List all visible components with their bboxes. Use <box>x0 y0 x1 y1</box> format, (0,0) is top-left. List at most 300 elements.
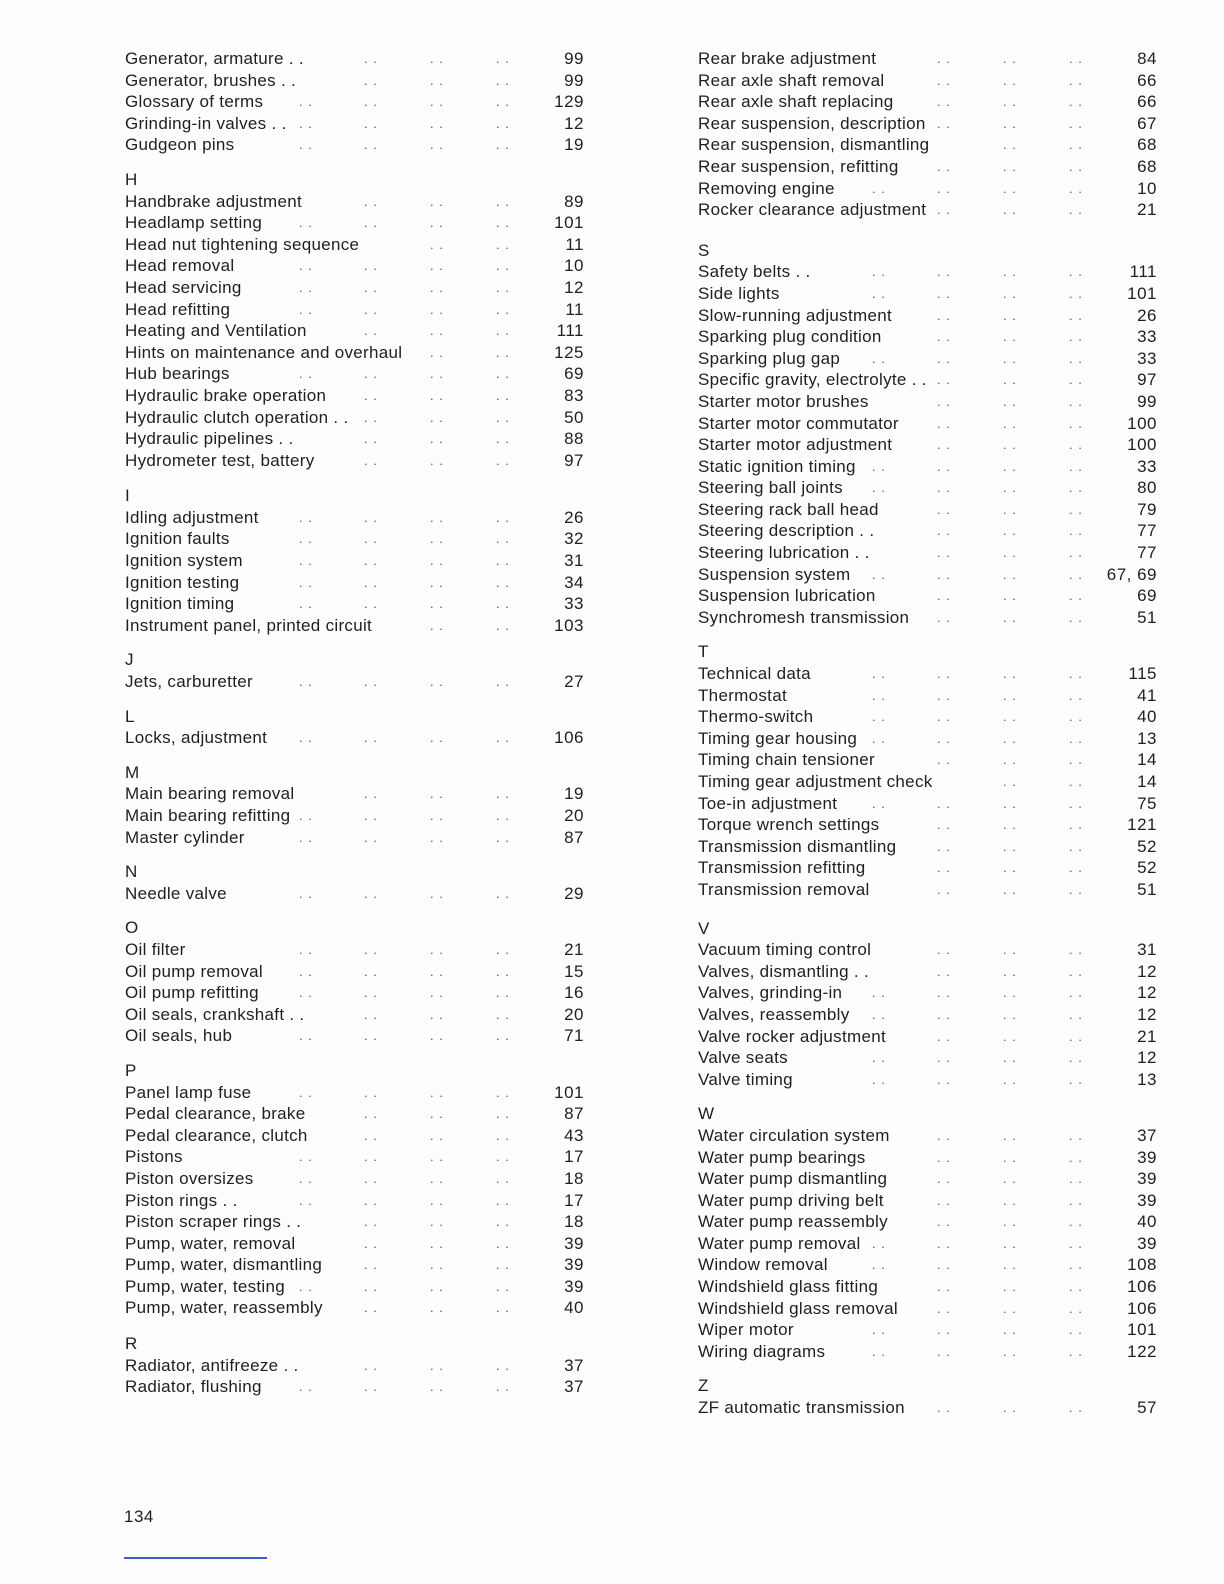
index-term: Static ignition timing <box>698 456 856 476</box>
dot-leader: . . . . . . <box>937 501 1083 517</box>
index-term: Pump, water, testing <box>125 1276 286 1296</box>
dot-leader: . . . . . . <box>937 329 1083 345</box>
index-entry <box>697 199 1157 221</box>
index-term: Rear axle shaft removal <box>698 70 885 90</box>
index-page-ref: 66 <box>1137 92 1157 112</box>
section-letter: P <box>125 1060 137 1080</box>
index-section <box>124 48 584 156</box>
index-term: Ignition system <box>125 551 243 571</box>
index-entry <box>697 1168 1157 1190</box>
dot-leader: . . . . . . . . <box>299 94 510 110</box>
index-page-ref: 99 <box>564 70 584 90</box>
index-page-ref: 39 <box>1137 1233 1157 1253</box>
index-term: Master cylinder <box>125 827 245 847</box>
index-entry <box>124 1233 584 1255</box>
dot-leader: . . . . . . . . <box>299 574 510 590</box>
index-entry <box>124 363 584 385</box>
dot-leader: . . . . . . <box>937 523 1083 539</box>
index-entry <box>697 814 1157 836</box>
index-term: Hydraulic pipelines . . <box>125 429 294 449</box>
index-term: Transmission dismantling <box>698 836 897 856</box>
index-page-ref: 26 <box>564 507 584 527</box>
dot-leader: . . . . . . . . <box>872 566 1083 582</box>
dot-leader: . . . . . . <box>937 963 1083 979</box>
index-section <box>124 1333 584 1398</box>
index-entry <box>697 1211 1157 1233</box>
index-page-ref: 37 <box>1137 1125 1157 1145</box>
index-section <box>697 1103 1157 1362</box>
index-section <box>124 762 584 848</box>
index-entry <box>697 1069 1157 1091</box>
dot-leader: . . . . . . . . <box>872 285 1083 301</box>
index-term: Main bearing removal <box>125 784 295 804</box>
index-term: Steering rack ball head <box>698 499 879 519</box>
index-term: Valve seats <box>698 1048 788 1068</box>
index-page-ref: 57 <box>1137 1398 1157 1418</box>
index-term: Vacuum timing control <box>698 940 872 960</box>
index-page-ref: 111 <box>556 321 584 341</box>
dot-leader: . . . . <box>430 617 510 633</box>
index-term: Oil pump removal <box>125 961 264 981</box>
index-term: Suspension lubrication <box>698 586 876 606</box>
dot-leader: . . . . <box>430 344 510 360</box>
index-term: Thermo-switch <box>698 707 814 727</box>
dot-leader: . . . . . . . . <box>299 885 510 901</box>
dot-leader: . . . . . . . . <box>872 350 1083 366</box>
index-entry <box>124 234 584 256</box>
index-section <box>124 1060 584 1319</box>
dot-leader: . . . . . . <box>937 1028 1083 1044</box>
index-term: Sparking plug condition <box>698 327 882 347</box>
dot-leader: . . . . . . <box>364 1257 510 1273</box>
dot-leader: . . . . . . <box>364 193 510 209</box>
index-page-ref: 39 <box>564 1276 584 1296</box>
index-entry <box>124 883 584 905</box>
index-term: Slow-running adjustment <box>698 305 892 325</box>
dot-leader: . . . . . . . . <box>872 730 1083 746</box>
index-entry <box>124 1276 584 1298</box>
index-entry <box>697 685 1157 707</box>
index-page-ref: 41 <box>1137 685 1157 705</box>
dot-leader: . . . . . . <box>937 1214 1083 1230</box>
index-page-ref: 12 <box>1137 983 1157 1003</box>
index-page-ref: 19 <box>564 135 584 155</box>
index-term: Hydraulic clutch operation . . <box>125 407 349 427</box>
index-entry <box>697 1190 1157 1212</box>
index-entry <box>697 499 1157 521</box>
index-page-ref: 122 <box>1127 1341 1157 1361</box>
index-term: Timing gear housing <box>698 728 858 748</box>
index-term: Handbrake adjustment <box>125 191 303 211</box>
index-entry <box>124 550 584 572</box>
dot-leader: . . . . . . . . <box>299 808 510 823</box>
index-entry <box>697 413 1157 435</box>
index-term: Suspension system <box>698 564 851 584</box>
index-term: Rear axle shaft replacing <box>698 92 894 112</box>
index-page-ref: 12 <box>1137 1004 1157 1024</box>
dot-leader: . . . . . . . . <box>299 1084 510 1100</box>
dot-leader: . . . . . . . . <box>872 1071 1083 1087</box>
index-column-right <box>697 48 1157 1419</box>
dot-leader: . . . . . . <box>937 588 1083 604</box>
index-entry <box>124 255 584 277</box>
index-entry <box>124 1103 584 1125</box>
dot-leader: . . . . . . <box>937 158 1083 174</box>
index-page-ref: 106 <box>1127 1298 1157 1318</box>
index-entry <box>124 727 584 749</box>
section-letter: V <box>698 918 710 938</box>
dot-leader: . . . . . . <box>937 1279 1083 1295</box>
index-page-ref: 33 <box>1137 456 1157 476</box>
dot-leader: . . . . . . <box>937 1300 1083 1316</box>
index-term: Pump, water, reassembly <box>125 1298 323 1318</box>
index-term: Safety belts . . <box>698 262 811 282</box>
index-page-ref: 52 <box>1137 836 1157 856</box>
dot-leader: . . . . . . <box>937 817 1083 833</box>
index-term: Radiator, antifreeze . . <box>125 1355 299 1375</box>
index-section <box>697 641 1157 900</box>
index-page-ref: 33 <box>1137 327 1157 347</box>
dot-leader: . . . . . . . . <box>872 1322 1083 1338</box>
dot-leader: . . . . . . . . <box>299 1149 510 1165</box>
index-page-ref: 100 <box>1127 413 1157 433</box>
index-page-ref: 20 <box>564 1004 584 1024</box>
index-entry <box>697 178 1157 200</box>
index-term: Starter motor commutator <box>698 413 899 433</box>
dot-leader: . . . . . . . . <box>299 1192 510 1208</box>
index-page-ref: 13 <box>1137 1069 1157 1089</box>
index-page-ref: 33 <box>564 594 584 614</box>
index-term: Pump, water, dismantling <box>125 1255 323 1275</box>
index-page-ref: 77 <box>1137 543 1157 563</box>
dot-leader: . . . . . . . . <box>299 829 510 845</box>
index-entry <box>697 607 1157 629</box>
index-entry <box>124 671 584 693</box>
index-entry <box>124 113 584 135</box>
index-entry <box>697 1026 1157 1048</box>
index-entry <box>124 827 584 849</box>
dot-leader: . . . . . . <box>364 786 510 802</box>
dot-leader: . . . . . . . . <box>872 985 1083 1001</box>
index-entry <box>124 320 584 342</box>
index-term: Valve rocker adjustment <box>698 1026 886 1046</box>
index-page-ref: 17 <box>564 1190 584 1210</box>
index-term: Steering ball joints <box>698 478 843 498</box>
index-page-ref: 97 <box>564 450 584 470</box>
index-section <box>124 917 584 1047</box>
dot-leader: . . . . . . . . <box>299 215 510 231</box>
index-entry <box>697 836 1157 858</box>
index-entry <box>697 1397 1157 1419</box>
index-page-ref: 80 <box>1137 478 1157 498</box>
index-term: Ignition timing <box>125 594 235 614</box>
index-entry <box>124 1355 584 1377</box>
dot-leader: . . . . . . <box>364 1357 510 1373</box>
index-entry <box>697 1319 1157 1341</box>
index-entry <box>124 1025 584 1047</box>
index-column-left <box>124 48 584 1398</box>
index-page-ref: 11 <box>565 234 584 254</box>
index-term: Rear suspension, description <box>698 113 926 133</box>
index-entry <box>124 428 584 450</box>
index-page-ref: 12 <box>564 113 584 133</box>
dot-leader: . . . . . . <box>364 452 510 468</box>
index-page-ref: 40 <box>1137 1212 1157 1232</box>
index-page-ref: 19 <box>564 784 584 804</box>
index-page-ref: 68 <box>1137 135 1157 155</box>
dot-leader: . . . . . . <box>937 72 1083 88</box>
index-entry <box>697 728 1157 750</box>
index-entry <box>697 1254 1157 1276</box>
index-page-ref: 100 <box>1127 435 1157 455</box>
dot-leader: . . . . . . . . <box>872 180 1083 196</box>
index-entry <box>124 982 584 1004</box>
index-entry <box>697 939 1157 961</box>
index-term: Head refitting <box>125 299 231 319</box>
index-page-ref: 101 <box>1127 1320 1157 1340</box>
index-entry <box>697 1147 1157 1169</box>
index-term: Piston rings . . <box>125 1190 238 1210</box>
index-entry <box>124 48 584 70</box>
index-section <box>697 48 1157 221</box>
index-term: Torque wrench settings <box>698 815 880 835</box>
index-page-ref: 14 <box>1137 750 1157 770</box>
index-page-ref: 39 <box>1137 1169 1157 1189</box>
index-term: Ignition faults <box>125 529 230 549</box>
index-page-ref: 27 <box>564 672 584 692</box>
index-section <box>124 649 584 692</box>
dot-leader: . . . . . . . . <box>299 963 510 979</box>
dot-leader: . . . . <box>1003 774 1083 789</box>
dot-leader: . . . . . . . . <box>299 553 510 569</box>
index-entry <box>124 407 584 429</box>
index-page-ref: 32 <box>564 529 584 549</box>
index-page-ref: 18 <box>564 1168 584 1188</box>
index-page-ref: 15 <box>564 961 584 981</box>
index-page-ref: 71 <box>564 1026 584 1046</box>
index-page-ref: 69 <box>564 364 584 384</box>
index-entry <box>697 283 1157 305</box>
dot-leader: . . . . . . . . <box>299 596 510 612</box>
index-entry <box>697 857 1157 879</box>
index-page-ref: 67 <box>1137 113 1157 133</box>
index-term: Water pump reassembly <box>698 1212 888 1232</box>
index-term: Oil pump refitting <box>125 983 259 1003</box>
index-page-ref: 12 <box>1137 1048 1157 1068</box>
dot-leader: . . . . . . . . <box>872 687 1083 703</box>
index-entry <box>697 706 1157 728</box>
index-page-ref: 52 <box>1137 858 1157 878</box>
dot-leader: . . . . . . . . <box>299 531 510 547</box>
section-letter: S <box>698 240 710 260</box>
index-page-ref: 37 <box>564 1377 584 1397</box>
index-entry <box>124 299 584 321</box>
index-term: Oil seals, crankshaft . . <box>125 1004 305 1024</box>
dot-leader: . . . . . . <box>364 409 510 425</box>
dot-leader: . . . . . . . . <box>299 279 510 295</box>
index-term: Technical data <box>698 664 811 684</box>
dot-leader: . . . . . . . . <box>872 709 1083 725</box>
index-page-ref: 83 <box>564 385 584 405</box>
dot-leader: . . . . . . <box>937 51 1083 66</box>
index-term: Pistons <box>125 1147 183 1167</box>
index-term: Transmission removal <box>698 879 870 899</box>
dot-leader: . . . . . . <box>364 1127 510 1143</box>
index-term: Specific gravity, electrolyte . . <box>698 370 927 390</box>
dot-leader: . . . . . . . . <box>872 480 1083 496</box>
index-entry <box>697 156 1157 178</box>
index-term: Needle valve <box>125 883 227 903</box>
index-section <box>697 240 1157 629</box>
index-entry <box>697 1233 1157 1255</box>
index-page-ref: 39 <box>564 1233 584 1253</box>
dot-leader: . . . . . . <box>937 393 1083 409</box>
page-number: 134 <box>124 1507 154 1526</box>
index-entry <box>124 1254 584 1276</box>
index-entry <box>124 191 584 213</box>
section-letter: T <box>698 642 709 662</box>
index-section <box>697 1375 1157 1418</box>
section-letter: N <box>125 862 138 882</box>
dot-leader: . . . . . . <box>937 94 1083 110</box>
dot-leader: . . . . . . <box>937 1171 1083 1187</box>
index-term: Windshield glass removal <box>698 1298 898 1318</box>
index-term: Water pump bearings <box>698 1147 866 1167</box>
index-entry <box>697 982 1157 1004</box>
section-letter: W <box>698 1104 715 1124</box>
index-term: Thermostat <box>698 685 787 705</box>
index-page-ref: 84 <box>1137 49 1157 68</box>
section-letter: H <box>125 169 138 189</box>
dot-leader: . . . . . . <box>937 437 1083 453</box>
index-section <box>697 918 1157 1091</box>
index-page-ref: 39 <box>1137 1190 1157 1210</box>
index-page-ref: 88 <box>564 429 584 449</box>
index-page-ref: 37 <box>564 1355 584 1375</box>
index-term: Toe-in adjustment <box>698 793 838 813</box>
dot-leader: . . . . . . <box>364 387 510 403</box>
index-term: Pedal clearance, brake <box>125 1104 306 1124</box>
dot-leader: . . . . . . <box>937 838 1083 854</box>
index-entry <box>697 326 1157 348</box>
index-entry <box>697 663 1157 685</box>
index-page-ref: 10 <box>564 256 584 276</box>
dot-leader: . . . . . . . . <box>872 666 1083 682</box>
index-entry <box>124 593 584 615</box>
index-term: Hub bearings <box>125 364 230 384</box>
index-page-ref: 77 <box>1137 521 1157 541</box>
section-letter: O <box>125 918 139 938</box>
dot-leader: . . . . . . . . <box>299 1028 510 1044</box>
index-term: Rear suspension, refitting <box>698 156 899 176</box>
dot-leader: . . . . . . <box>937 881 1083 897</box>
index-term: Oil filter <box>125 939 186 959</box>
index-term: Hydrometer test, battery <box>125 450 315 470</box>
dot-leader: . . . . . . <box>937 1192 1083 1208</box>
index-term: Steering lubrication . . <box>698 543 870 563</box>
index-entry <box>697 477 1157 499</box>
index-page-ref: 26 <box>1137 305 1157 325</box>
dot-leader: . . . . . . . . <box>299 985 510 1001</box>
index-page-ref: 16 <box>564 983 584 1003</box>
index-term: Jets, carburetter <box>125 672 253 692</box>
index-term: Water pump dismantling <box>698 1169 888 1189</box>
dot-leader: . . . . . . <box>937 202 1083 218</box>
dot-leader: . . . . . . <box>364 1006 510 1022</box>
index-page-ref: 87 <box>564 827 584 847</box>
index-page-ref: 21 <box>564 939 584 959</box>
dot-leader: . . . . . . <box>364 72 510 88</box>
index-term: Rocker clearance adjustment <box>698 200 927 220</box>
dot-leader: . . . . . . <box>937 860 1083 876</box>
section-letter: I <box>125 486 131 506</box>
index-term: Head servicing <box>125 277 242 297</box>
index-page-ref: 18 <box>564 1212 584 1232</box>
index-term: Timing chain tensioner <box>698 750 875 770</box>
index-entry <box>124 385 584 407</box>
index-term: Removing engine <box>698 178 835 198</box>
index-term: Rear suspension, dismantling <box>698 135 930 155</box>
index-entry <box>124 1004 584 1026</box>
index-entry <box>697 542 1157 564</box>
index-term: Timing gear adjustment check <box>698 772 933 791</box>
index-entry <box>697 749 1157 771</box>
index-entry <box>124 1168 584 1190</box>
index-page-ref: 34 <box>564 572 584 592</box>
index-page-ref: 108 <box>1127 1255 1157 1275</box>
index-entry <box>124 1297 584 1319</box>
index-entry <box>697 1125 1157 1147</box>
index-page-ref: 101 <box>554 213 584 233</box>
index-page-ref: 12 <box>1137 961 1157 981</box>
dot-leader: . . . . . . . . <box>872 1257 1083 1273</box>
index-entry <box>124 134 584 156</box>
index-page-ref: 87 <box>564 1104 584 1124</box>
index-page-ref: 89 <box>564 191 584 211</box>
index-term: Generator, armature . . <box>125 49 304 68</box>
dot-leader: . . . . . . <box>937 372 1083 388</box>
index-term: Valves, reassembly <box>698 1004 850 1024</box>
index-page-ref: 12 <box>564 277 584 297</box>
index-term: Water pump driving belt <box>698 1190 884 1210</box>
index-page-ref: 33 <box>1137 348 1157 368</box>
index-term: Hydraulic brake operation <box>125 385 327 405</box>
index-entry <box>697 70 1157 92</box>
index-entry <box>697 1276 1157 1298</box>
dot-leader: . . . . . . . . <box>299 730 510 746</box>
dot-leader: . . . . . . . . <box>872 1235 1083 1251</box>
index-term: Headlamp setting <box>125 213 263 233</box>
index-entry <box>124 1211 584 1233</box>
index-entry <box>697 585 1157 607</box>
dot-leader: . . . . . . . . <box>872 264 1083 280</box>
index-term: Locks, adjustment <box>125 728 268 748</box>
index-entry <box>697 961 1157 983</box>
index-page-ref: 101 <box>554 1082 584 1102</box>
index-entry <box>697 91 1157 113</box>
index-term: Heating and Ventilation <box>125 321 307 341</box>
index-term: Rear brake adjustment <box>698 49 877 68</box>
index-page-ref: 11 <box>565 299 584 319</box>
index-entry <box>124 507 584 529</box>
index-term: Ignition testing <box>125 572 240 592</box>
dot-leader: . . . . . . <box>937 942 1083 958</box>
index-term: Pump, water, removal <box>125 1233 296 1253</box>
index-term: Oil seals, hub <box>125 1026 233 1046</box>
section-letter: M <box>125 762 140 782</box>
dot-leader: . . . . . . <box>364 431 510 447</box>
dot-leader: . . . . . . . . <box>872 1343 1083 1359</box>
